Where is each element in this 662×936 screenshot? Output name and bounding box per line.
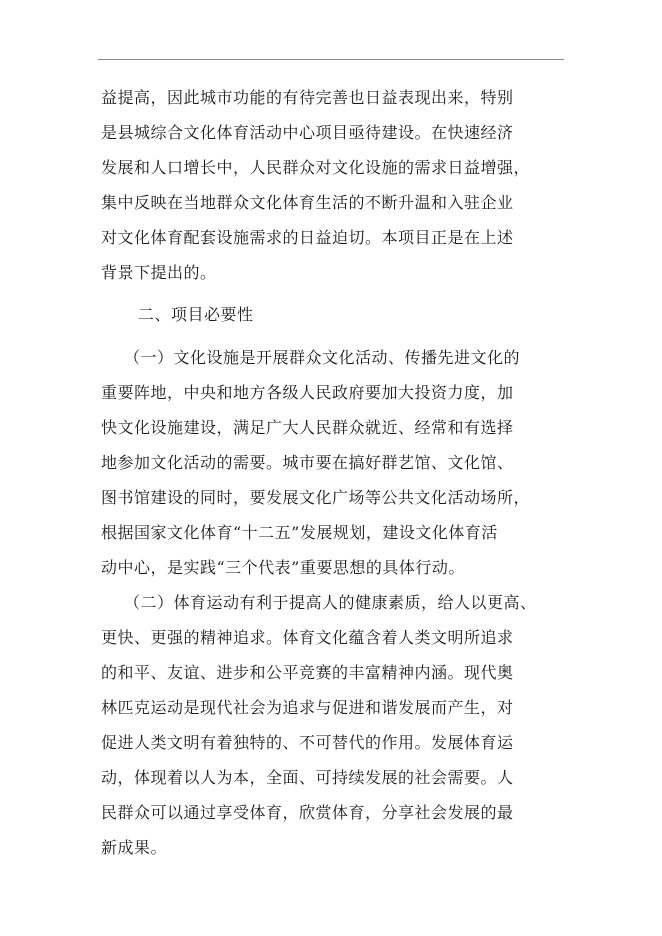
text-line: 发展和人口增长中，人民群众对文化设施的需求日益增强， [101, 158, 531, 177]
text-line: 益提高，因此城市功能的有待完善也日益表现出来，特别 [101, 88, 514, 107]
text-line: 民群众可以通过享受体育，欣赏体育，分享社会发展的最 [101, 803, 514, 822]
text-line: 重要阵地，中央和地方各级人民政府要加大投资力度，加 [101, 383, 514, 402]
text-line: （二）体育运动有利于提高人的健康素质，给人以更高、 [124, 593, 537, 612]
text-line: 地参加文化活动的需要。城市要在搞好群艺馆、文化馆、 [101, 453, 514, 472]
text-line: 图书馆建设的同时，要发展文化广场等公共文化活动场所， [101, 488, 531, 507]
text-line: 更快、更强的精神追求。体育文化蕴含着人类文明所追求 [101, 628, 514, 647]
text-line: 林匹克运动是现代社会为追求与促进和谐发展而产生，对 [101, 698, 514, 717]
text-line: 根据国家文化体育“十二五”发展规划，建设文化体育活 [101, 523, 498, 542]
text-line: 快文化设施建设，满足广大人民群众就近、经常和有选择 [101, 418, 514, 437]
header-rule [98, 59, 564, 60]
text-line: （一）文化设施是开展群众文化活动、传播先进文化的 [124, 348, 521, 367]
text-line: 动，体现着以人为本，全面、可持续发展的社会需要。人 [101, 768, 514, 787]
text-line: 集中反映在当地群众文化体育生活的不断升温和入驻企业 [101, 193, 514, 212]
text-line: 新成果。 [101, 838, 168, 857]
text-line: 背景下提出的。 [101, 263, 217, 282]
section-heading: 二、项目必要性 [138, 305, 254, 324]
text-line: 促进人类文明有着独特的、不可替代的作用。发展体育运 [101, 733, 514, 752]
text-line: 对文化体育配套设施需求的日益迫切。本项目正是在上述 [101, 228, 514, 247]
text-line: 是县城综合文化体育活动中心项目亟待建设。在快速经济 [101, 123, 514, 142]
text-line: 的和平、友谊、进步和公平竞赛的丰富精神内涵。现代奥 [101, 663, 514, 682]
text-line: 动中心，是实践“三个代表”重要思想的具体行动。 [101, 558, 465, 577]
